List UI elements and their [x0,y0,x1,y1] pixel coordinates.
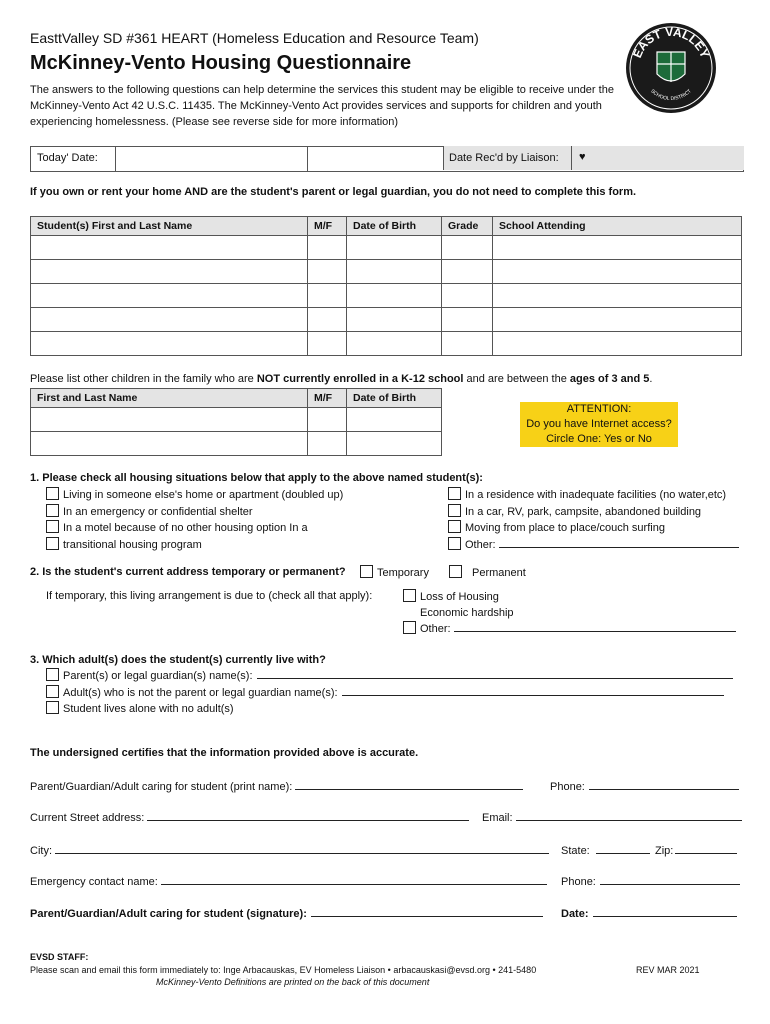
other-children-instruction: Please list other children in the family who are NOT currently enrolled in a K-12 school and are between the ages of 3 and 5. [30,373,653,385]
q3-options [46,668,733,718]
table-row[interactable] [31,332,742,356]
logo-text-bottom: SCHOOL DISTRICT [649,88,693,103]
attention-box [520,402,678,447]
signature-line[interactable] [311,906,543,917]
students-table [30,216,742,356]
checkbox[interactable] [403,621,416,634]
parent-print-field: Parent/Guardian/Adult caring for student (print name): [30,779,523,793]
q3-option-parent[interactable]: Parent(s) or legal guardian(s) name(s): [46,668,733,685]
q1-option-doubled-up[interactable]: Living in someone else's home or apartment (doubled up) [46,487,343,504]
q2-reason-economic[interactable]: Economic hardship [420,607,514,619]
signature-date-line[interactable] [593,906,737,917]
q2-reasons [403,589,736,637]
q1-right-options [448,487,739,553]
q3-title: 3. Which adult(s) does the student(s) currently live with? [30,654,326,666]
checkbox[interactable] [448,537,461,550]
state-field: State: [561,843,650,857]
q1-option-couch-surfing[interactable]: Moving from place to place/couch surfing [448,520,739,537]
q2-reason-other[interactable]: Other: [403,621,736,637]
district-logo [625,22,717,114]
other-children-table [30,388,442,456]
emergency-contact-line[interactable] [161,874,547,885]
table-row[interactable] [31,236,742,260]
q2-subquestion: If temporary, this living arrangement is due to (check all that apply): [46,590,373,602]
table-row[interactable] [31,284,742,308]
heart-icon: ♥ [579,151,586,163]
table-row[interactable] [31,308,742,332]
table-row[interactable] [31,432,442,456]
attention-question: Do you have Internet access? [526,418,672,430]
checkbox[interactable] [46,520,59,533]
certification-statement: The undersigned certifies that the information provided above is accurate. [30,747,419,759]
checkbox[interactable] [403,589,416,602]
emergency-contact-field: Emergency contact name: [30,874,547,888]
checkbox[interactable] [46,685,59,698]
logo-text-top: EAST VALLEY [630,24,712,61]
q3-option-alone[interactable]: Student lives alone with no adult(s) [46,701,733,718]
q2-reason-loss[interactable]: Loss of Housing [403,589,736,605]
checkbox[interactable] [448,520,461,533]
today-date-label: Today' Date: [37,152,98,164]
table-row[interactable] [31,260,742,284]
checkbox[interactable] [448,504,461,517]
checkbox[interactable] [449,565,462,578]
staff-label: EVSD STAFF: [30,952,89,962]
checkbox[interactable] [360,565,373,578]
q2-option-temporary[interactable]: Temporary [360,565,429,579]
q1-option-transitional[interactable]: transitional housing program [46,537,343,554]
q1-option-shelter[interactable]: In an emergency or confidential shelter [46,504,343,521]
checkbox[interactable] [448,487,461,500]
q3-option-other-adult[interactable]: Adult(s) who is not the parent or legal guardian name(s): [46,685,733,702]
checkbox[interactable] [46,504,59,517]
q1-option-inadequate[interactable]: In a residence with inadequate facilities (no water,etc) [448,487,739,504]
col-grade: Grade [442,217,493,236]
today-date-field[interactable] [115,146,308,172]
street-field: Current Street address: [30,810,469,824]
q3-parent-line[interactable] [257,668,733,679]
street-line[interactable] [147,810,469,821]
q1-option-motel[interactable]: In a motel because of no other housing option In a [46,520,343,537]
zip-line[interactable] [675,843,737,854]
ownership-note: If you own or rent your home AND are the student's parent or legal guardian, you do not need to complete this form. [30,186,637,198]
district-header: EasttValley SD #361 HEART (Homeless Education and Resource Team) [30,30,479,46]
col-school: School Attending [493,217,742,236]
attention-title: ATTENTION: [566,403,632,415]
phone-field: Phone: [550,779,739,793]
page-title: McKinney-Vento Housing Questionnaire [30,52,412,74]
q1-title: 1. Please check all housing situations below that apply to the above named student(s): [30,472,483,484]
q1-option-car-rv[interactable]: In a car, RV, park, campsite, abandoned building [448,504,739,521]
revision-date: REV MAR 2021 [636,965,700,975]
col-mf: M/F [308,217,347,236]
intro-paragraph: The answers to the following questions can help determine the services this student may be eligible to receive under the McKinney-Vento Act 42 U.S.C. 11435. The McKinney-Vento Act provides services and supports for children and youth experiencing homelessness. (Please see reverse side for more information) [30,84,614,128]
emergency-phone-field: Phone: [561,874,740,888]
attention-circle-one[interactable]: Circle One: Yes or No [546,433,652,445]
state-line[interactable] [596,843,650,854]
table-row[interactable] [31,408,442,432]
city-line[interactable] [55,843,549,854]
emergency-phone-line[interactable] [600,874,740,885]
col-child-name: First and Last Name [31,389,308,408]
date-recd-label: Date Rec'd by Liaison: [449,152,559,164]
checkbox[interactable] [46,537,59,550]
city-field: City: [30,843,549,857]
email-line[interactable] [516,810,742,821]
q2-option-permanent[interactable]: Permanent [449,565,526,579]
back-page-note: McKinney-Vento Definitions are printed on the back of this document [156,977,430,987]
col-child-mf: M/F [308,389,347,408]
q1-option-other[interactable]: Other: [448,537,739,554]
staff-instructions: Please scan and email this form immediately to: Inge Arbacauskas, EV Homeless Liaison • arbacauskasi@evsd.org • 241-5480 [30,965,537,975]
signature-field: Parent/Guardian/Adult caring for student (signature): [30,906,543,920]
col-student-name: Student(s) First and Last Name [31,217,308,236]
signature-date-field: Date: [561,906,737,920]
q2-other-line[interactable] [454,621,736,632]
col-dob: Date of Birth [347,217,442,236]
col-child-dob: Date of Birth [347,389,442,408]
parent-print-line[interactable] [295,779,523,790]
email-field: Email: [482,810,742,824]
checkbox[interactable] [46,701,59,714]
zip-field: Zip: [655,843,737,857]
q2-title: 2. Is the student's current address temporary or permanent? [30,566,346,578]
checkbox[interactable] [46,668,59,681]
checkbox[interactable] [46,487,59,500]
date-row [30,146,744,172]
q3-adult-line[interactable] [342,685,724,696]
q1-other-line[interactable] [499,537,739,548]
phone-line[interactable] [589,779,739,790]
q1-left-options [46,487,343,553]
